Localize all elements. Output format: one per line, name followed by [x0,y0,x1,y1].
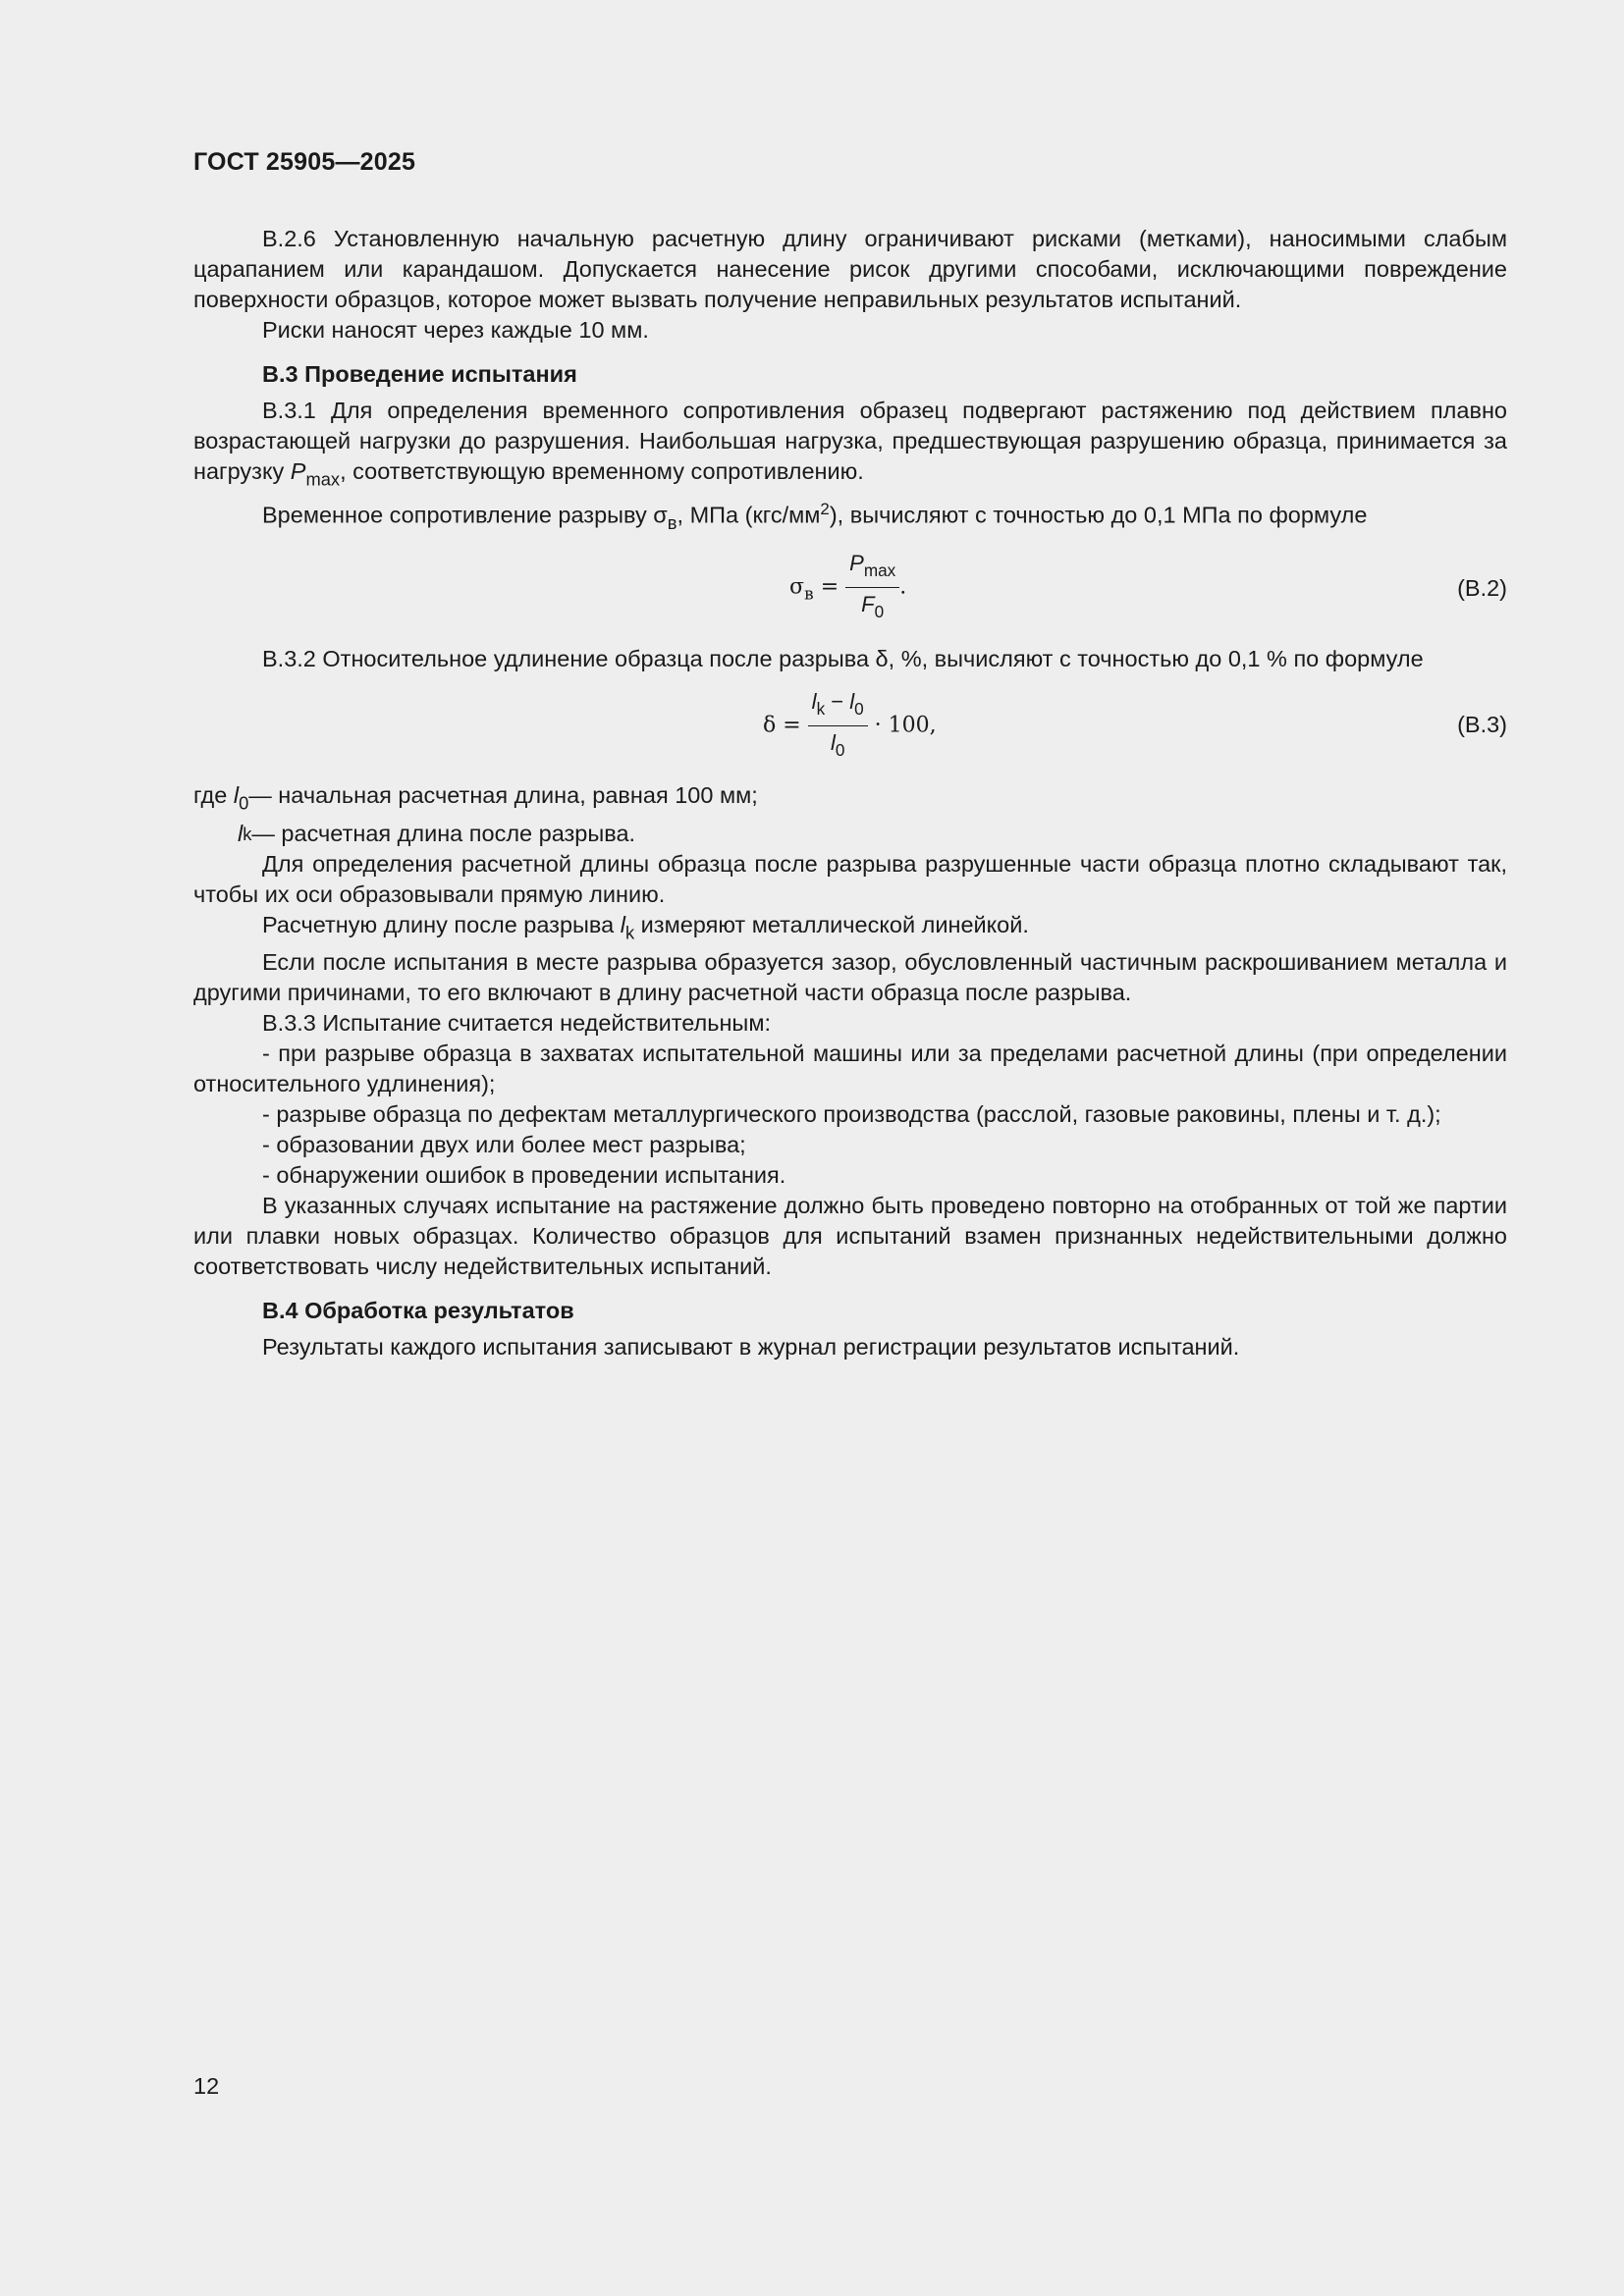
formula-b2 [193,544,1507,638]
paragraph-b31-text: В.3.1 Для определения временного сопротивления образец подвергают растяжению под действием плавно возрастающей нагрузки до разрушения. Наибольшая нагрузка, предшествующая разрушению образца, принимается за нагрузку [193,398,1507,484]
paragraph-b32: В.3.2 Относительное удлинение образца после разрыва δ, %, вычисляют с точностью до 0,1 % по формуле [262,646,1424,672]
paragraph-b4: Результаты каждого испытания записывают в журнал регистрации результатов испытаний. [262,1334,1240,1361]
formula-b3-tail: · 100, [867,713,937,738]
formula-b3-body [763,686,937,766]
where-lk-symbol: l [238,820,244,846]
formula-b2-denominator [845,588,899,627]
where-label [193,780,248,818]
section-heading-b4: В.4 Обработка результатов [262,1298,574,1324]
where-lk-text: — расчетная длина после разрыва. [251,820,636,846]
where-l0-subscript: 0 [239,792,249,814]
where-line-l0 [193,780,1507,818]
formula-b2-p-subscript: max [863,561,896,581]
formula-b2-f-subscript: 0 [874,602,885,622]
ruler-lk-subscript: k [624,922,635,943]
formula-b3-l0-subscript: 0 [854,699,864,720]
paragraph-sigma-text: Временное сопротивление разрыву σ [262,502,668,528]
formula-b3-lk-subscript: k [816,699,826,720]
paragraph-repeat: В указанных случаях испытание на растяжение должно быть проведено повторно на отобранных от той же партии или плавки новых образцах. Количество образцов для испытаний взамен признанных недействительными должно соответствовать числу недействительных испытаний. [193,1193,1507,1280]
formula-b3-lk: l [811,689,817,715]
where-l0-text: — начальная расчетная длина, равная 100 мм; [248,782,758,809]
formula-b2-sigma: σ [789,574,805,600]
formula-b3-numerator [808,686,868,726]
where-indent [193,819,238,849]
formula-b3-number: (В.3) [1457,712,1507,738]
paragraph-b33: В.3.3 Испытание считается недействительным: [262,1010,772,1037]
paragraph-sigma [193,494,1507,538]
paragraph-ruler-tail: измеряют металлической линейкой. [634,911,1029,937]
where-lk-subscript: k [243,823,252,844]
list-item: - при разрыве образца в захватах испытательной машины или за пределами расчетной длины (при определении относительного удлинения); [193,1041,1507,1097]
paragraph-sigma-units: , МПа (кгс/мм [677,502,821,528]
where-l0-symbol: l [233,782,240,809]
list-item: - разрыве образца по дефектам металлургического производства (расслой, газовые раковины, плены и т. д.); [262,1101,1441,1128]
formula-b3-den-l0: l [830,730,836,756]
ruler-lk-symbol: l [620,911,625,937]
paragraph-b26: В.2.6 Установленную начальную расчетную длину ограничивают рисками (метками), наносимыми слабым царапанием или карандашом. Допускается нанесение рисок другими способами, исключающими повреждение поверхности образцов, которое может вызвать получение неправильных результатов испытаний. [193,226,1507,312]
formula-b3-minus: − [825,689,850,715]
list-item: - обнаружении ошибок в проведении испытания. [262,1162,786,1189]
paragraph-gap: Если после испытания в месте разрыва образуется зазор, обусловленный частичным раскрошиванием металла и другими причинами, то его включают в длину расчетной части образца после разрыва. [193,949,1507,1006]
formula-b3-fraction [808,686,868,766]
units-superscript: 2 [820,500,830,519]
symbol-p-subscript: max [305,468,341,490]
formula-b3-delta: δ = [763,713,808,738]
list-item: - образовании двух или более мест разрыва; [262,1132,746,1158]
where-word: где [193,782,234,809]
symbol-p: P [290,458,306,484]
formula-b2-number: (В.2) [1457,575,1507,602]
paragraph-ruler-text: Расчетную длину после разрыва [262,911,621,937]
formula-b2-numerator [845,548,899,588]
formula-b2-f: F [861,592,875,617]
formula-b3 [193,680,1507,774]
formula-b3-den-subscript: 0 [835,740,845,761]
formula-b3-denominator [808,726,868,766]
paragraph-b26-marks: Риски наносят через каждые 10 мм. [262,317,649,343]
page-body [193,224,1507,1362]
sigma-subscript: в [667,512,677,534]
formula-b2-equals: = [813,574,846,600]
formula-b2-period: . [899,574,907,600]
paragraph-b31-tail: , соответствующую временному сопротивлению. [340,458,864,484]
section-heading-b3: В.3 Проведение испытания [262,361,577,387]
paragraph-sigma-tail: ), вычисляют с точностью до 0,1 МПа по формуле [829,502,1368,528]
formula-b2-sigma-subscript: в [804,584,814,605]
paragraph-b31 [193,396,1507,494]
paragraph-ruler [193,910,1507,947]
document-header: ГОСТ 25905—2025 [193,148,416,176]
formula-b3-l0: l [849,689,855,715]
formula-b2-body [789,548,906,627]
page-number: 12 [193,2073,220,2099]
where-line-lk [193,819,1507,849]
formula-b2-p: P [849,551,864,576]
formula-b2-fraction [845,548,899,627]
paragraph-fold: Для определения расчетной длины образца после разрыва разрушенные части образца плотно складывают так, чтобы их оси образовывали прямую линию. [193,850,1507,907]
